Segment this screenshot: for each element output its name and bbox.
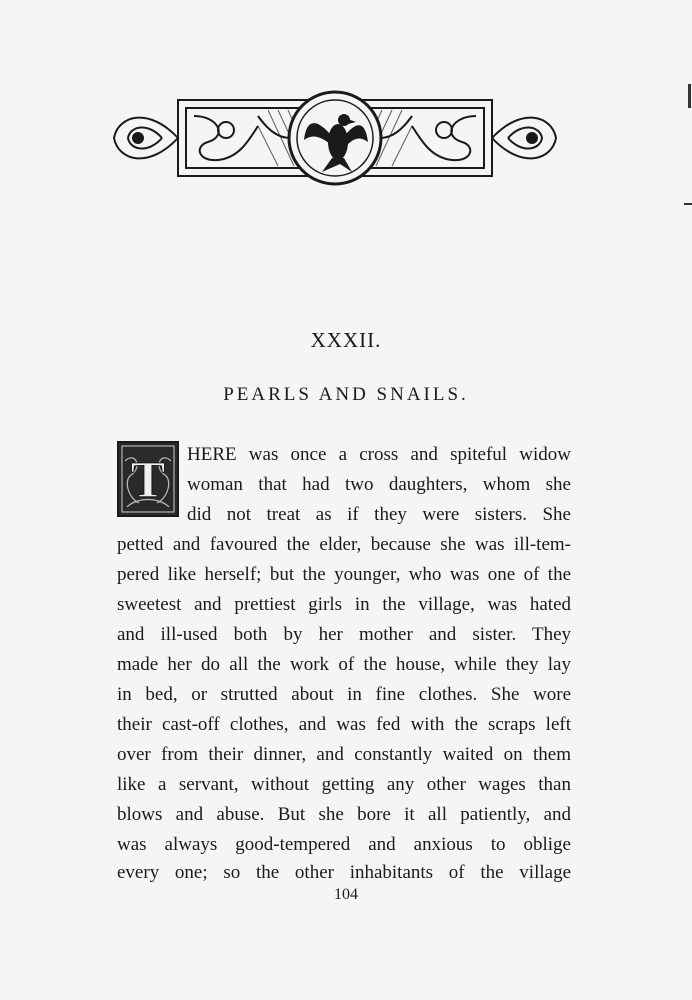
right-scroll bbox=[492, 118, 556, 159]
text-line: in bed, or strutted about in fine clothes. She wore bbox=[117, 684, 571, 705]
text-line: woman that had two daughters, whom she bbox=[187, 474, 571, 495]
dropcap-illustration bbox=[117, 441, 179, 517]
text-line: blows and abuse. But she bore it all patiently, and bbox=[117, 804, 571, 825]
page-number: 104 bbox=[334, 886, 358, 903]
text-line: over from their dinner, and constantly waited on them bbox=[117, 744, 571, 765]
text-line: made her do all the work of the house, while they lay bbox=[117, 654, 571, 675]
text-line: petted and favoured the elder, because she was ill-tem- bbox=[117, 534, 571, 555]
text-line: their cast-off clothes, and was fed with the scraps left bbox=[117, 714, 571, 735]
text-line: like a servant, without getting any other wages than bbox=[117, 774, 571, 795]
text-line: sweetest and prettiest girls in the village, was hated bbox=[117, 594, 571, 615]
left-scroll bbox=[114, 118, 178, 159]
chapter-title: PEARLS AND SNAILS. bbox=[223, 384, 469, 405]
text-line: HERE was once a cross and spiteful widow bbox=[187, 444, 571, 465]
scan-mark bbox=[684, 203, 692, 205]
ornamental-headpiece bbox=[108, 86, 562, 190]
text-line: was always good-tempered and anxious to oblige bbox=[117, 834, 571, 855]
text-line: and ill-used both by her mother and sister. They bbox=[117, 624, 571, 645]
text-line: every one; so the other inhabitants of the village bbox=[117, 862, 571, 883]
text-line: did not treat as if they were sisters. She bbox=[187, 504, 571, 525]
scan-mark bbox=[688, 84, 691, 108]
dropcap-letter: T bbox=[130, 452, 166, 509]
chapter-number: XXXII. bbox=[310, 328, 382, 352]
text-line: pered like herself; but the younger, who was one of the bbox=[117, 564, 571, 585]
